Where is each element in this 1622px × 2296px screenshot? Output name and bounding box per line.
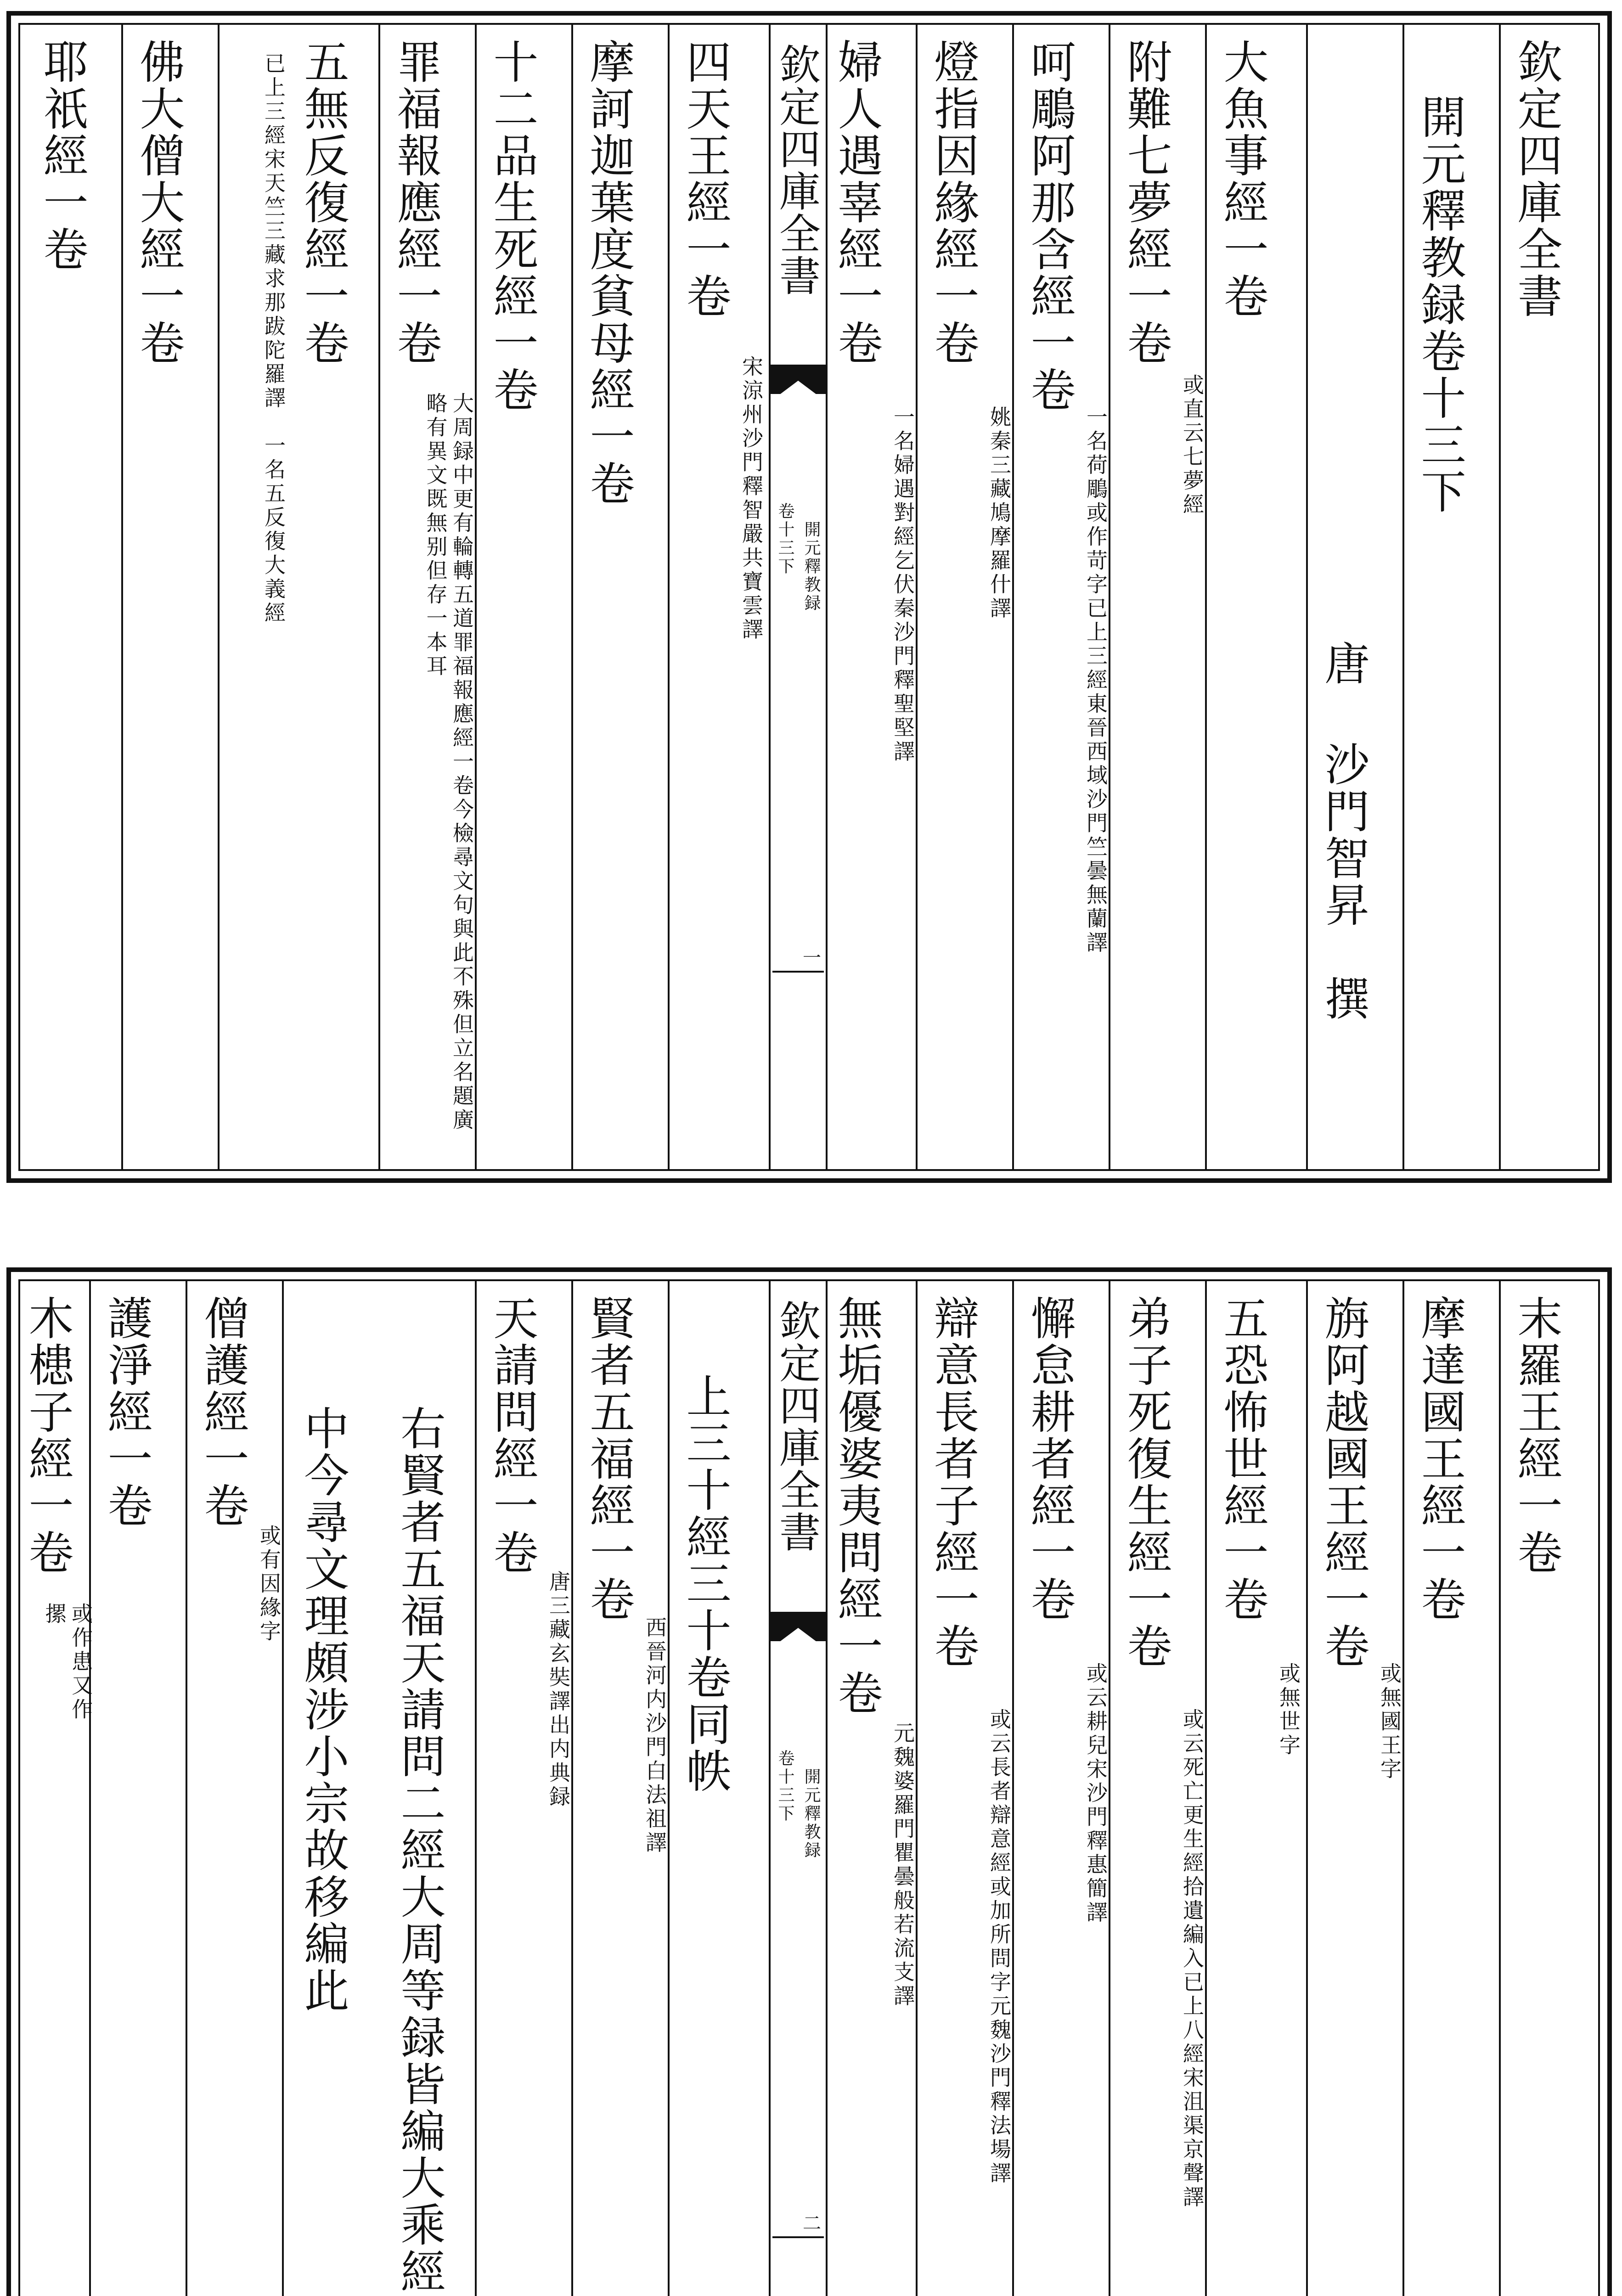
column-rule (121, 25, 123, 1169)
sutra-title: 賢者五福經一卷 (582, 1295, 635, 1623)
commentary-line-1: 右賢者五福天請問二經大周等録皆編大乘經 (393, 1405, 445, 2295)
center-gutter (769, 25, 828, 1169)
sutra-note: 西晉河内沙門白法祖譯 (642, 1616, 667, 1855)
sutra-title: 附難七夢經一卷 (1120, 39, 1172, 366)
collection-summary-column (677, 1281, 764, 2296)
list-item (1412, 1281, 1499, 2296)
gutter-title: 欽定四庫全書 (772, 43, 820, 297)
list-item (484, 1281, 571, 2296)
sutra-title: 十二品生死經一卷 (486, 39, 538, 413)
sutra-note: 元魏婆羅門瞿曇般若流支譯 (890, 1722, 915, 2009)
fish-tail-ornament (771, 365, 826, 394)
sutra-note: 姚秦三藏鳩摩羅什譯 (987, 406, 1012, 621)
sutra-note: 或無世字 (1276, 1662, 1301, 1758)
column-rule (668, 1281, 670, 2296)
list-item (1021, 25, 1109, 1169)
sutra-title: 天請問經一卷 (486, 1295, 538, 1576)
upper-page (6, 11, 1612, 1183)
list-item (227, 25, 374, 1169)
volume-heading-column (1412, 25, 1494, 1169)
sutra-note: 宋涼州沙門釋智嚴共寶雲譯 (739, 355, 764, 642)
column-rule (378, 25, 380, 1169)
sutra-title: 燈指因緣經一卷 (927, 39, 979, 366)
sutra-title: 旃阿越國王經一卷 (1317, 1295, 1369, 1670)
column-rule (475, 25, 477, 1169)
sutra-note: 一名荷鵰或作苛字已上三經東晉西域沙門竺曇無蘭譯 (1083, 406, 1108, 955)
list-item (580, 25, 668, 1169)
column-rule (1012, 25, 1014, 1169)
list-item (1315, 1281, 1402, 2296)
list-item (130, 25, 218, 1169)
list-item (828, 1281, 916, 2296)
book-title: 欽定四庫全書 (1510, 39, 1562, 320)
sutra-title: 耶祇經一卷 (36, 39, 88, 273)
author: 沙門智昇 撰 (1317, 741, 1369, 1022)
gutter-chapter: 卷十三下 (776, 502, 794, 576)
column-rule (282, 1281, 284, 2296)
column-rule (916, 25, 918, 1169)
list-item (195, 1281, 282, 2296)
list-item (21, 1281, 93, 2296)
gutter-title: 欽定四庫全書 (772, 1300, 820, 1553)
column-rule (1306, 25, 1308, 1169)
list-item (925, 1281, 1012, 2296)
column-rule (475, 1281, 477, 2296)
list-item (580, 1281, 668, 2296)
column-rule (668, 25, 670, 1169)
column-rule (1499, 1281, 1501, 2296)
gutter-rule (772, 2236, 824, 2238)
center-gutter (769, 1281, 828, 2296)
lower-page (6, 1267, 1612, 2296)
sutra-title: 末羅王經一卷 (1510, 1295, 1562, 1576)
gutter-chapter: 卷十三下 (776, 1750, 794, 1823)
sutra-title: 摩訶迦葉度貧母經一卷 (582, 39, 635, 507)
volume-heading: 開元釋教録卷十三下 (1414, 94, 1466, 515)
column-rule (89, 1281, 91, 2296)
book-title-column (1508, 25, 1595, 1169)
column-rule (1205, 1281, 1207, 2296)
column-rule (1402, 1281, 1404, 2296)
sutra-title: 大魚事經一卷 (1216, 39, 1268, 320)
column-rule (1109, 25, 1110, 1169)
sutra-note: 一名婦遇對經乞伏秦沙門釋聖堅譯 (890, 406, 915, 764)
column-rule (916, 1281, 918, 2296)
list-item (98, 1281, 186, 2296)
sutra-note: 或云耕兒宋沙門釋惠簡譯 (1083, 1662, 1108, 1925)
list-item (1214, 25, 1301, 1169)
sutra-note: 或有因緣字 (257, 1525, 282, 1644)
list-item (925, 25, 1012, 1169)
list-item (1214, 1281, 1301, 2296)
gutter-rule (772, 971, 824, 973)
sutra-note: 或云死亡更生經拾遺編入已上八經宋沮渠京聲譯 (1180, 1708, 1205, 2210)
gutter-volume: 開元釋教録 (802, 1768, 821, 1860)
column-rule (1499, 25, 1501, 1169)
list-item (1118, 25, 1205, 1169)
sutra-title: 婦人遇辜經一卷 (830, 39, 883, 366)
sutra-note: 或作患又作摞 (42, 1603, 93, 1722)
sutra-note: 或云長者辯意經或加所問字元魏沙門釋法場譯 (987, 1708, 1012, 2186)
list-item (1508, 1281, 1595, 2296)
sutra-title: 護淨經一卷 (100, 1295, 152, 1529)
commentary-line-2: 中今尋文理頗涉小宗故移編此 (297, 1405, 349, 2014)
column-rule (571, 1281, 573, 2296)
leaf-number: 一 (803, 947, 821, 968)
sutra-title: 佛大僧大經一卷 (132, 39, 185, 366)
sutra-title: 罪福報應經一卷 (389, 39, 442, 366)
sutra-title: 摩達國王經一卷 (1414, 1295, 1466, 1623)
author-column (1315, 25, 1398, 1169)
list-item (677, 25, 764, 1169)
sutra-title: 五無反復經一卷 (297, 39, 349, 366)
sutra-title: 無垢優婆夷問經一卷 (830, 1295, 883, 1716)
leaf-number: 二 (803, 2213, 821, 2234)
sutra-note: 大周録中更有輪轉五道罪福報應經一卷今檢尋文句與此不殊但立名題廣略有異文既無别但存一本耳 (423, 392, 474, 1132)
gutter-volume: 開元釋教録 (802, 521, 821, 613)
sutra-title: 五恐怖世經一卷 (1216, 1295, 1268, 1623)
sutra-title: 四天王經一卷 (679, 39, 731, 320)
column-rule (218, 25, 220, 1169)
dynasty: 唐 (1317, 640, 1369, 687)
sutra-title: 僧護經一卷 (197, 1295, 249, 1529)
sutra-title: 辯意長者子經一卷 (927, 1295, 979, 1670)
column-rule (1402, 25, 1404, 1169)
column-rule (1205, 25, 1207, 1169)
list-item (1118, 1281, 1205, 2296)
sutra-note: 已上三經宋天竺三藏求那跋陀羅譯 一名五反復大義經 (261, 52, 286, 625)
sutra-title: 呵鵰阿那含經一卷 (1023, 39, 1076, 413)
column-rule (1306, 1281, 1308, 2296)
sutra-title: 弟子死復生經一卷 (1120, 1295, 1172, 1670)
list-item (828, 25, 916, 1169)
sutra-title: 懈怠耕者經一卷 (1023, 1295, 1076, 1623)
collection-summary: 上三十經三十卷同帙 (679, 1373, 731, 1795)
list-item (388, 25, 475, 1169)
column-rule (186, 1281, 187, 2296)
sutra-note: 或無國王字 (1377, 1662, 1402, 1782)
sutra-note: 或直云七夢經 (1180, 374, 1205, 517)
sutra-title: 木槵子經一卷 (21, 1295, 73, 1576)
column-rule (1012, 1281, 1014, 2296)
list-item (1021, 1281, 1109, 2296)
list-item (34, 25, 121, 1169)
list-item (484, 25, 571, 1169)
column-rule (1109, 1281, 1110, 2296)
sutra-note: 唐三藏玄奘譯出内典録 (546, 1570, 571, 1809)
fish-tail-ornament (771, 1612, 826, 1641)
column-rule (571, 25, 573, 1169)
